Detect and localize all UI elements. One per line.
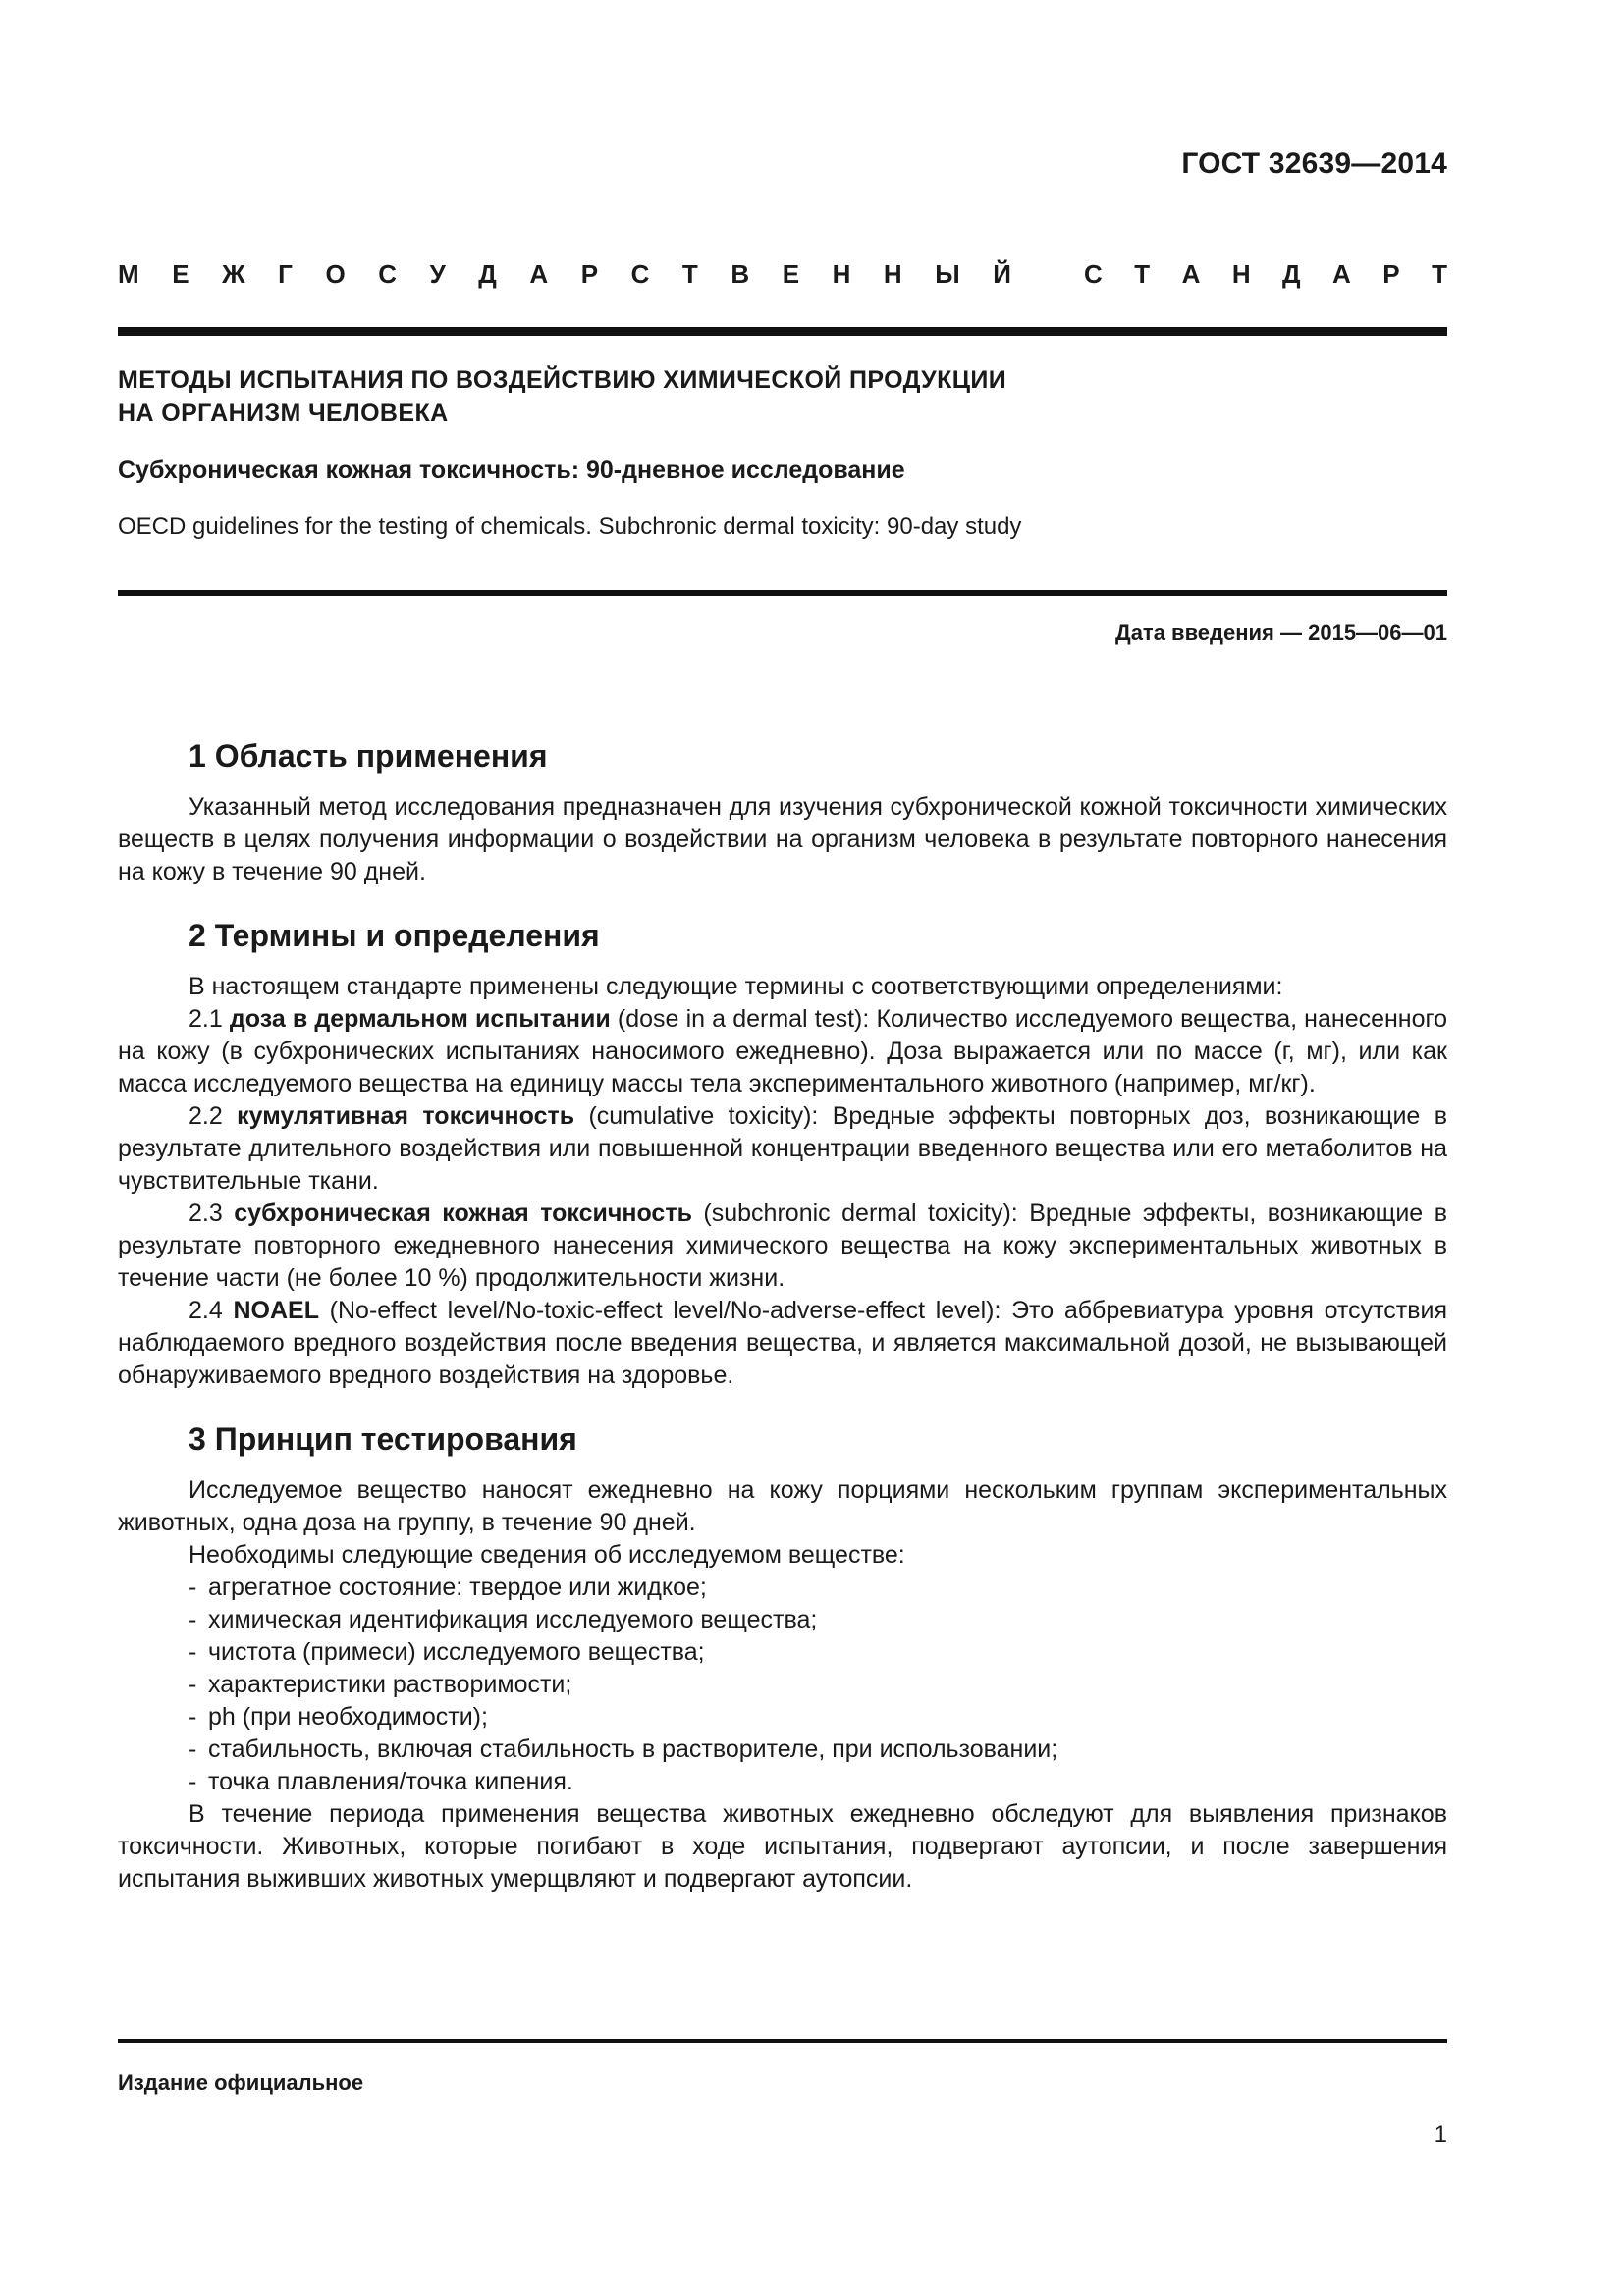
spaced-letter: Ы	[935, 259, 960, 289]
spaced-letter: С	[630, 259, 650, 289]
term-definition	[118, 1198, 1447, 1295]
list-item: - точка плавления/точка кипения.	[189, 1766, 1447, 1798]
section-scope	[118, 736, 1447, 888]
spaced-letter: С	[1084, 259, 1103, 289]
term-name: доза в дермальном испытании	[229, 1005, 611, 1033]
spaced-letter: О	[325, 259, 346, 289]
spaced-letter: Д	[478, 259, 497, 289]
spaced-letter: Ж	[222, 259, 245, 289]
section-principle	[118, 1419, 1447, 1896]
footer-divider	[118, 2039, 1447, 2043]
section-heading: 2 Термины и определения	[189, 918, 600, 953]
spaced-letter: А	[1181, 259, 1201, 289]
term-name: NOAEL	[233, 1297, 319, 1324]
paragraph: Исследуемое вещество наносят ежедневно на кожу порциями нескольким группам экспериментальных животных, одна доза на группу, в течение 90 дней.	[118, 1476, 1447, 1536]
official-edition-label: Издание официальное	[118, 2070, 364, 2095]
term-text: (subchronic dermal toxicity): Вредные эффекты, возникающие в результате повторного ежедневного нанесения химического вещества на кожу экспериментальных животных в течение части (не более 10 %) продолжительности жизни.	[118, 1200, 1447, 1292]
paragraph: Указанный метод исследования предназначен для изучения субхронической кожной токсичности химических веществ в целях получения информации о воздействии на организм человека в результате повторного нанесения на кожу в течение 90 дней.	[118, 793, 1447, 885]
header-divider	[118, 327, 1447, 336]
term-definition	[118, 1295, 1447, 1392]
term-number: 2.4	[189, 1297, 223, 1324]
list-item: - химическая идентификация исследуемого вещества;	[189, 1604, 1447, 1636]
spaced-letter: Т	[681, 259, 698, 289]
term-number: 2.1	[189, 1005, 223, 1033]
introduction-date: Дата введения — 2015—06—01	[1115, 620, 1447, 645]
standard-word	[1084, 257, 1447, 291]
spaced-letter: М	[118, 259, 139, 289]
main-title-line-1: МЕТОДЫ ИСПЫТАНИЯ ПО ВОЗДЕЙСТВИЮ ХИМИЧЕСКОЙ ПРОДУКЦИИ	[118, 366, 1007, 394]
requirements-list	[118, 1572, 1447, 1798]
title-divider	[118, 590, 1447, 596]
spaced-letter: Н	[1231, 259, 1251, 289]
term-number: 2.3	[189, 1200, 223, 1227]
term-text: (No-effect level/No-toxic-effect level/No-adverse-effect level): Это аббревиатура уровня отсутствия наблюдаемого вредного воздействия после введения вещества, и является максимальной дозой, не вызывающей обнаруживаемого вредного воздействия на здоровье.	[118, 1297, 1447, 1389]
spaced-letter: У	[429, 259, 446, 289]
spaced-letter: Т	[1134, 259, 1151, 289]
interstate-word	[118, 257, 1011, 291]
section-terms	[118, 916, 1447, 1392]
list-item: - чистота (примеси) исследуемого вещества;	[189, 1636, 1447, 1669]
spaced-letter: С	[378, 259, 398, 289]
spaced-letter: Н	[832, 259, 851, 289]
term-name: субхроническая кожная токсичность	[234, 1200, 692, 1227]
section-heading: 1 Область применения	[189, 738, 548, 774]
spaced-letter: Р	[580, 259, 599, 289]
paragraph: В настоящем стандарте применены следующие термины с соответствующими определениями:	[189, 973, 1283, 1000]
list-item: - стабильность, включая стабильность в растворителе, при использовании;	[189, 1734, 1447, 1766]
term-name: кумулятивная токсичность	[237, 1102, 575, 1130]
page-number: 1	[1434, 2121, 1447, 2148]
paragraph: Необходимы следующие сведения об исследуемом веществе:	[189, 1541, 905, 1569]
spaced-letter: Р	[1382, 259, 1400, 289]
spaced-letter: А	[1332, 259, 1351, 289]
interstate-standard-label	[118, 257, 1447, 291]
section-heading: 3 Принцип тестирования	[189, 1421, 577, 1457]
spaced-letter: Г	[278, 259, 293, 289]
spaced-letter: Т	[1432, 259, 1447, 289]
term-number: 2.2	[189, 1102, 223, 1130]
document-body	[118, 736, 1447, 1923]
list-item: - ph (при необходимости);	[189, 1701, 1447, 1734]
spaced-letter: Е	[782, 259, 800, 289]
title-block	[118, 363, 1447, 544]
term-text: (cumulative toxicity): Вредные эффекты повторных доз, возникающие в результате длительного воздействия или повышенной концентрации введенного вещества или его метаболитов на чувствительные ткани.	[118, 1102, 1447, 1195]
list-item: - характеристики растворимости;	[189, 1669, 1447, 1701]
spaced-letter: А	[529, 259, 549, 289]
term-text: (dose in a dermal test): Количество исследуемого вещества, нанесенного на кожу (в субхронических испытаниях наносимого ежедневно). Доза выражается или по массе (г, мг), или как масса исследуемого вещества на единицу массы тела экспериментального животного (например, мг/кг).	[118, 1005, 1447, 1097]
spaced-letter: Е	[172, 259, 189, 289]
gost-number: ГОСТ 32639—2014	[1181, 147, 1447, 180]
paragraph: В течение периода применения вещества животных ежедневно обследуют для выявления признаков токсичности. Животных, которые погибают в ходе испытания, подвергают аутопсии, и после завершения испытания выживших животных умерщвляют и подвергают аутопсии.	[118, 1800, 1447, 1893]
spaced-letter: Д	[1282, 259, 1301, 289]
main-title-line-2: НА ОРГАНИЗМ ЧЕЛОВЕКА	[118, 400, 449, 427]
main-title	[118, 363, 1447, 430]
spaced-letter: Н	[883, 259, 902, 289]
spaced-letter: Й	[993, 259, 1011, 289]
english-title: OECD guidelines for the testing of chemicals. Subchronic dermal toxicity: 90-day study	[118, 513, 1022, 540]
subtitle: Субхроническая кожная токсичность: 90-дневное исследование	[118, 456, 905, 484]
term-definition	[118, 1100, 1447, 1198]
list-item: - агрегатное состояние: твердое или жидкое;	[189, 1572, 1447, 1604]
term-definition	[118, 1003, 1447, 1100]
spaced-letter: В	[731, 259, 750, 289]
